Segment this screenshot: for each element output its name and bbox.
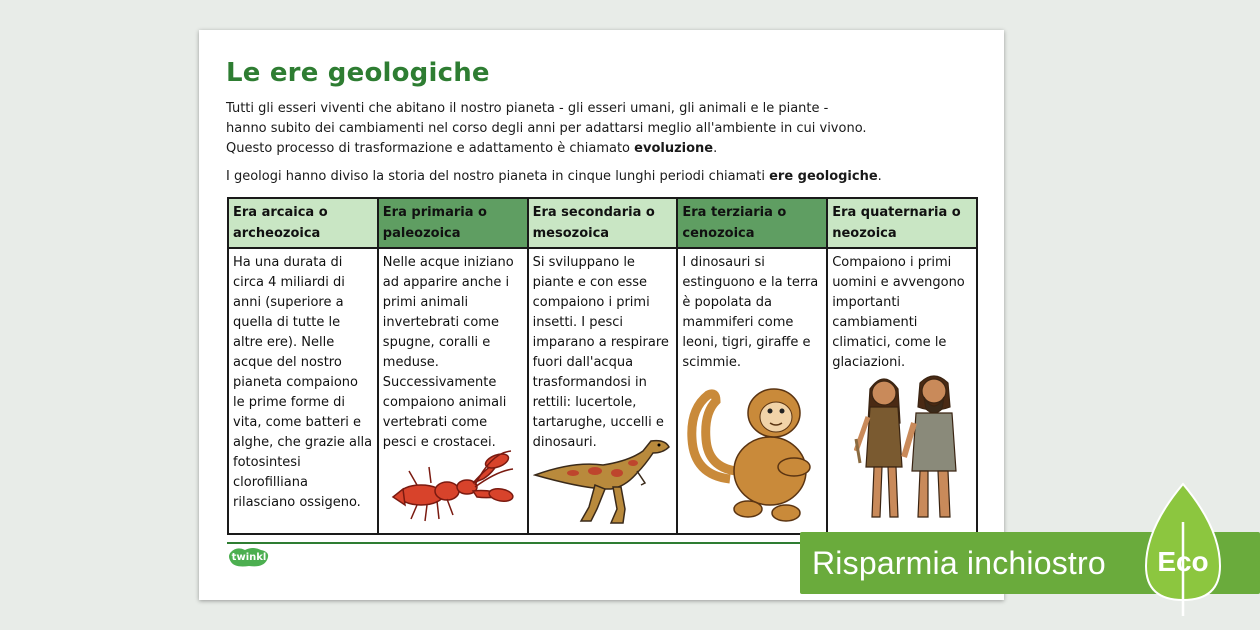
era-header-secondary: Era secondaria o mesozoica (528, 198, 678, 248)
era-header-primary: Era primaria o paleozoica (378, 198, 528, 248)
save-ink-label: Risparmia inchiostro (812, 545, 1106, 581)
era-description-archaic: Ha una durata di circa 4 miliardi di anni (superiore a quella di tutte le altre ere). Nelle acque del nostro pianeta compaiono le prime forme di vita, come batteri e alghe, che grazie alla fotosintesi clorofilliana rilasciano ossigeno. (233, 255, 373, 510)
intro-line-3-text: Questo processo di trasformazione e adattamento è chiamato (226, 141, 635, 156)
evolution-term: evoluzione (634, 141, 714, 156)
eras-table (227, 197, 978, 535)
eras-intro-end: . (877, 169, 882, 184)
era-cell-primary (378, 248, 528, 534)
era-cell-tertiary (677, 248, 827, 534)
era-header-tertiary: Era terziaria o cenozoica (677, 198, 827, 248)
era-cell-quaternary (827, 248, 977, 534)
worksheet-page (199, 30, 1004, 600)
eco-badge: Eco (1157, 546, 1209, 577)
geological-eras-term: ere geologiche (769, 169, 878, 184)
twinkl-logo (227, 546, 271, 568)
era-description-quaternary: Compaiono i primi uomini e avvengono importanti cambiamenti climatici, come le glaciazioni. (832, 255, 965, 370)
eras-description-row (228, 248, 977, 534)
intro-line-3 (226, 139, 926, 159)
lobster-illustration (387, 449, 515, 525)
intro-line-2: hanno subito dei cambiamenti nel corso degli anni per adattarsi meglio all'ambiente in cui vivono. (226, 121, 867, 136)
era-header-quaternary: Era quaternaria o neozoica (827, 198, 977, 248)
era-description-tertiary: I dinosauri si estinguono e la terra è popolata da mammiferi come leoni, tigri, giraffe e scimmie. (682, 255, 819, 370)
eras-intro-text: I geologi hanno diviso la storia del nostro pianeta in cinque lunghi periodi chiamati (226, 169, 770, 184)
dinosaur-illustration (533, 431, 671, 527)
eras-header-row (228, 198, 977, 248)
era-description-secondary: Si sviluppano le piante e con esse compaiono i primi insetti. I pesci imparano a respirare fuori dall'acqua trasformandosi in rettili: lucertole, tartarughe, uccelli e dinosauri. (532, 255, 669, 450)
eras-intro-sentence (226, 167, 966, 187)
twinkl-logo-text: twinkl (231, 551, 267, 563)
monkey-illustration (686, 379, 818, 525)
era-cell-secondary (528, 248, 678, 534)
intro-line-1: Tutti gli esseri viventi che abitano il nostro pianeta - gli esseri umani, gli animali e le piante - (226, 101, 829, 116)
era-description-primary: Nelle acque iniziano ad apparire anche i primi animali invertebrati come spugne, coralli e meduse. Successivamente compaiono animali vertebrati come pesci e crostacei. (382, 255, 514, 450)
intro-paragraph (226, 99, 926, 159)
era-cell-archaic (228, 248, 378, 534)
page-title: Le ere geologiche (226, 58, 490, 88)
intro-line-3-end: . (713, 141, 718, 156)
cavemen-illustration (854, 367, 964, 527)
era-header-archaic: Era arcaica o archeozoica (228, 198, 378, 248)
